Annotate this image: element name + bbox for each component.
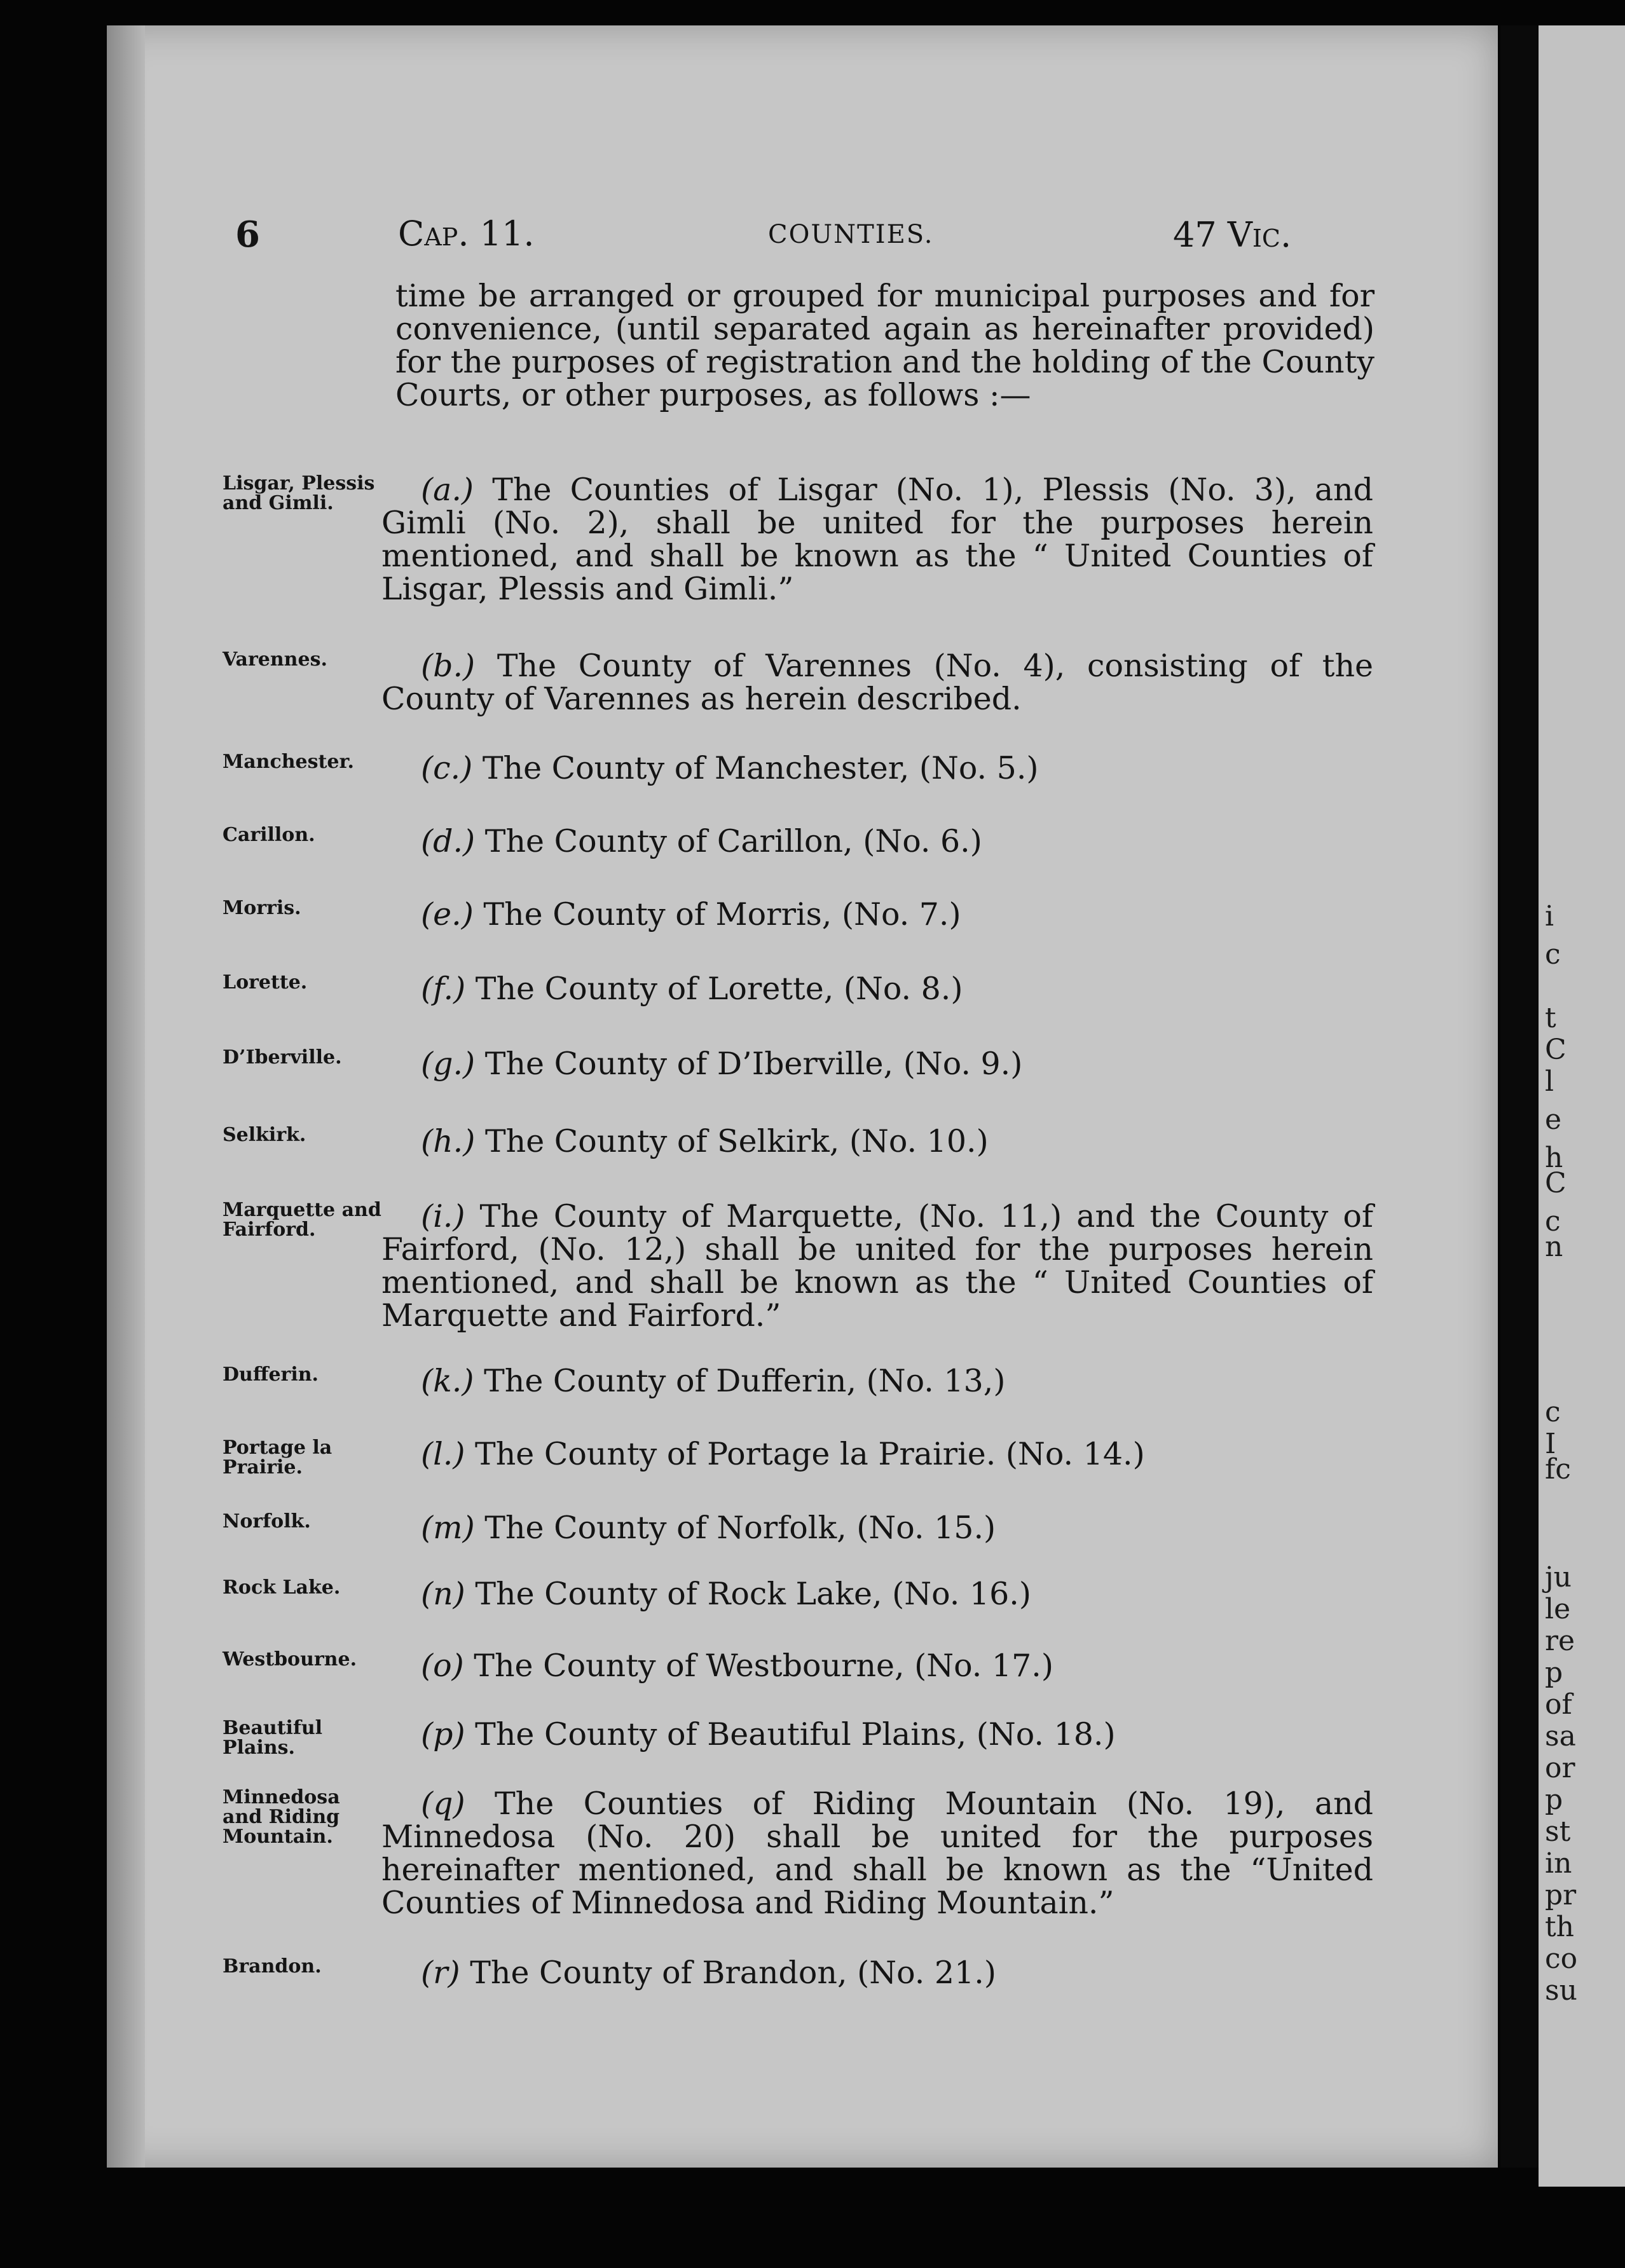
clause-body: The Counties of Riding Mountain (No. 19), and Minnedosa (No. 20) shall be united for the purposes hereinafter mentioned, and shall be known as the “United Counties of Minnedosa and Riding Mountain.” [381, 1786, 1373, 1921]
adjacent-page-fragment: c [1545, 1396, 1561, 1428]
clause-body: The County of Morris, (No. 7.) [473, 896, 961, 932]
clause-text [381, 1787, 1373, 1920]
margin-note: Brandon. [223, 1955, 322, 1978]
clause-body: The County of Marquette, (No. 11,) and the County of Fairford, (No. 12,) shall be united for the purposes herein mentioned, and shall be known as the “ United Counties of Marquette and Fairford.” [381, 1198, 1373, 1334]
clause-text [381, 825, 1373, 858]
margin-note: Marquette and Fairford. [223, 1199, 381, 1241]
clause-letter: (k.) [421, 1363, 474, 1399]
adjacent-page-fragment: h [1545, 1142, 1563, 1174]
adjacent-page-fragment: l [1545, 1065, 1554, 1098]
margin-note: Lisgar, Plessis and Gimli. [223, 472, 375, 514]
margin-note: Westbourne. [223, 1648, 357, 1670]
adjacent-page-fragment: n [1545, 1231, 1563, 1263]
clause-body: The County of Carillon, (No. 6.) [475, 823, 982, 859]
clause-text [381, 474, 1373, 606]
chapter-label: Cap. 11. [398, 214, 535, 254]
clause-text [381, 752, 1373, 785]
clause-body: The Counties of Lisgar (No. 1), Plessis (No. 3), and Gimli (No. 2), shall be united for the purposes herein mentioned, and shall be known as the “ United Counties of Lisgar, Plessis and Gimli.” [381, 472, 1373, 607]
adjacent-page-fragment: sa [1545, 1720, 1576, 1752]
margin-note: Minnedosa and Riding Mountain. [223, 1786, 340, 1848]
clause-text [381, 1650, 1373, 1683]
clause-text [381, 1438, 1373, 1471]
adjacent-page-fragment: t [1545, 1002, 1556, 1034]
clause-body: The County of D’Iberville, (No. 9.) [475, 1046, 1023, 1082]
adjacent-page-fragment: i [1545, 900, 1554, 932]
clause-text [381, 1200, 1373, 1332]
clause-letter: (p) [421, 1716, 465, 1752]
clause-body: The County of Lorette, (No. 8.) [465, 971, 963, 1007]
clause-body: The County of Westbourne, (No. 17.) [463, 1648, 1053, 1684]
margin-note: Morris. [223, 897, 301, 919]
clause-letter: (m) [421, 1510, 475, 1546]
adjacent-page-fragment: c [1545, 938, 1561, 971]
clause-text [381, 1512, 1373, 1545]
margin-note: Beautiful Plains. [223, 1717, 323, 1759]
adjacent-page-fragment: I [1545, 1428, 1556, 1460]
clause-letter: (a.) [421, 472, 474, 508]
clause-body: The County of Selkirk, (No. 10.) [475, 1123, 989, 1159]
clause-letter: (r) [421, 1955, 460, 1991]
clause-body: The County of Manchester, (No. 5.) [472, 750, 1039, 786]
margin-note: D’Iberville. [223, 1046, 342, 1069]
running-header [0, 208, 1625, 259]
margin-note: Carillon. [223, 824, 315, 846]
clause-text [381, 1578, 1373, 1611]
adjacent-page-fragment: ju [1545, 1561, 1572, 1594]
adjacent-page-fragment: st [1545, 1815, 1571, 1848]
clause-text [381, 1718, 1373, 1751]
clause-letter: (h.) [421, 1123, 476, 1159]
clause-letter: (e.) [421, 896, 474, 932]
clause-letter: (i.) [421, 1198, 465, 1234]
adjacent-page-fragment: e [1545, 1103, 1562, 1136]
clause-text [381, 1365, 1373, 1398]
clause-text [381, 973, 1373, 1006]
adjacent-page-fragment: th [1545, 1911, 1575, 1943]
adjacent-page-fragment: of [1545, 1688, 1572, 1721]
clause-letter: (d.) [421, 823, 476, 859]
clause-text [381, 1048, 1373, 1081]
adjacent-page-fragment: le [1545, 1593, 1571, 1625]
clause-body: The County of Norfolk, (No. 15.) [474, 1510, 996, 1546]
clause-letter: (l.) [421, 1436, 465, 1472]
clause-body: The County of Rock Lake, (No. 16.) [465, 1576, 1031, 1612]
adjacent-page-fragment: C [1545, 1034, 1567, 1066]
clause-text [381, 898, 1373, 931]
adjacent-page-fragment: c [1545, 1205, 1561, 1238]
binding-gap [1500, 25, 1539, 2168]
clause-body: The County of Portage la Prairie. (No. 14.) [465, 1436, 1145, 1472]
adjacent-page-fragment: p [1545, 1784, 1563, 1816]
page-number: 6 [235, 214, 260, 256]
margin-note: Portage la Prairie. [223, 1437, 333, 1479]
clause-body: The County of Dufferin, (No. 13,) [474, 1363, 1006, 1399]
adjacent-page-fragment: C [1545, 1167, 1567, 1199]
clause-letter: (g.) [421, 1046, 476, 1082]
running-title: COUNTIES. [768, 220, 934, 249]
clause-body: The County of Brandon, (No. 21.) [460, 1955, 996, 1991]
adjacent-page-fragment: su [1545, 1974, 1577, 2007]
adjacent-page-fragment: or [1545, 1752, 1575, 1784]
adjacent-page-fragment: fc [1545, 1453, 1571, 1486]
clause-letter: (c.) [421, 750, 473, 786]
clause-text [381, 1125, 1373, 1158]
adjacent-page-fragment: re [1545, 1625, 1575, 1657]
adjacent-page [1539, 25, 1625, 2187]
clause-letter: (f.) [421, 971, 466, 1007]
page-gutter-shadow [107, 25, 145, 2168]
margin-note: Dufferin. [223, 1363, 319, 1386]
margin-note: Varennes. [223, 648, 327, 671]
regnal-year: 47 Vic. [1173, 215, 1292, 255]
clause-body: The County of Beautiful Plains, (No. 18.) [465, 1716, 1116, 1752]
margin-note: Norfolk. [223, 1510, 311, 1533]
clause-letter: (q) [421, 1786, 465, 1822]
margin-note: Rock Lake. [223, 1576, 341, 1599]
clause-text [381, 1957, 1373, 1990]
adjacent-page-fragment: pr [1545, 1879, 1577, 1911]
adjacent-page-fragment: in [1545, 1847, 1572, 1880]
adjacent-page-fragment: p [1545, 1657, 1563, 1689]
margin-note: Lorette. [223, 971, 308, 994]
clause-text [381, 650, 1373, 716]
margin-note: Selkirk. [223, 1124, 306, 1146]
clause-letter: (b.) [421, 648, 476, 684]
clause-letter: (o) [421, 1648, 464, 1684]
clause-body: The County of Varennes (No. 4), consisting of the County of Varennes as herein described. [381, 648, 1373, 717]
clause-letter: (n) [421, 1576, 465, 1612]
adjacent-page-fragment: co [1545, 1943, 1578, 1975]
margin-note: Manchester. [223, 751, 354, 773]
intro-paragraph: time be arranged or grouped for municipal purposes and for convenience, (until separated again as hereinafter provided) for the purposes of registration and the holding of the County Courts, or other purposes, as follows :— [395, 278, 1375, 413]
